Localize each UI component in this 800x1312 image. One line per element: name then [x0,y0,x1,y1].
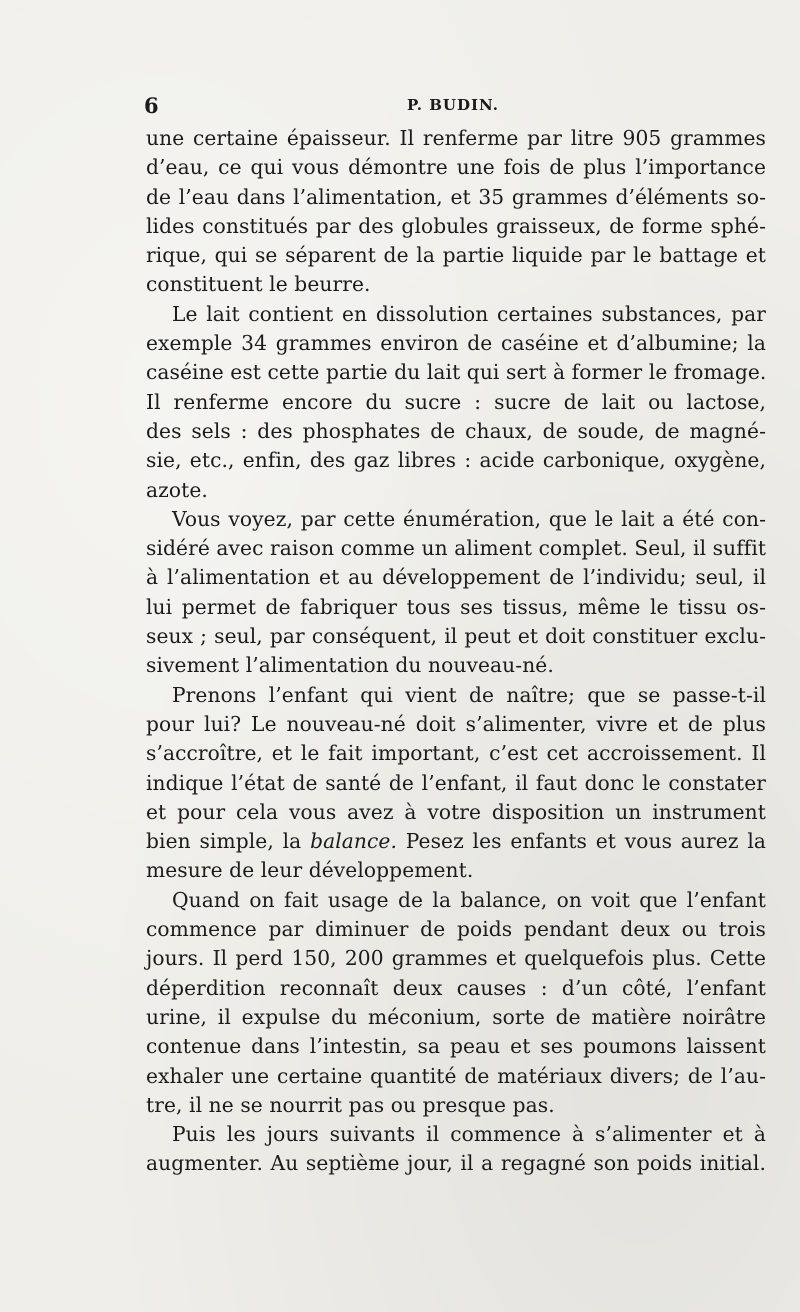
text-line: constituent le beurre. [146,272,371,297]
text-line: mesure de leur développement. [146,858,474,883]
text-line: sivement l’alimentation du nouveau-né. [146,653,554,678]
text-line: lui permet de fabriquer tous ses tissus, même le tissu os- [146,594,766,619]
italic-word-balance: balance. [310,829,397,854]
page-header [144,93,764,123]
text-line: s’accroître, et le fait important, c’est cet accroissement. Il [146,741,766,766]
running-head: P. BUDIN. [407,96,499,114]
text-line: à l’alimentation et au développement de l’individu; seul, il [146,565,766,590]
text-line: Vous voyez, par cette énumération, que le lait a été con- [172,506,766,531]
text-line: de l’eau dans l’alimentation, et 35 grammes d’éléments so- [146,184,766,209]
text-line: sidéré avec raison comme un aliment complet. Seul, il suffit [146,536,767,561]
text-line: seux ; seul, par conséquent, il peut et doit constituer exclu- [146,624,766,649]
text-line: Prenons l’enfant qui vient de naître; que se passe-t-il [172,682,766,707]
text-line: jours. Il perd 150, 200 grammes et quelquefois plus. Cette [146,946,766,971]
text-line: contenue dans l’intestin, sa peau et ses poumons laissent [146,1034,766,1059]
text-line: lides constitués par des globules graisseux, de forme sphé- [146,213,766,238]
text-line: azote. [146,477,208,502]
text-line: pour lui? Le nouveau-né doit s’alimenter, vivre et de plus [146,711,766,736]
text-line: et pour cela vous avez à votre disposition un instrument [146,799,766,824]
text-line: rique, qui se séparent de la partie liquide par le battage et [146,243,766,268]
text-line: exhaler une certaine quantité de matériaux divers; de l’au- [146,1063,766,1088]
text-line: Puis les jours suivants il commence à s’alimenter et à [172,1122,766,1147]
text-line: Le lait contient en dissolution certaines substances, par [172,301,766,326]
text-line: commence par diminuer de poids pendant deux ou trois [146,917,766,942]
text-line: déperdition reconnaît deux causes : d’un côté, l’enfant [146,975,766,1000]
text-line: des sels : des phosphates de chaux, de soude, de magné- [146,418,766,443]
text-line: exemple 34 grammes environ de caséine et d’albumine; la [146,331,766,356]
text-line: sie, etc., enfin, des gaz libres : acide carbonique, oxygène, [146,448,766,473]
text-line: urine, il expulse du méconium, sorte de matière noirâtre [146,1004,766,1029]
page-number: 6 [144,93,160,118]
text-segment: Pesez les enfants et vous aurez la [397,829,767,854]
body-text [146,124,766,1179]
text-line: une certaine épaisseur. Il renferme par litre 905 grammes [146,126,766,150]
text-line: augmenter. Au septième jour, il a regagné son poids initial. [146,1151,766,1176]
text-line: Il renferme encore du sucre : sucre de lait ou lactose, [146,389,766,414]
text-line: caséine est cette partie du lait qui sert à former le fromage. [146,360,767,385]
text-line: Quand on fait usage de la balance, on voit que l’enfant [172,887,766,912]
text-line: d’eau, ce qui vous démontre une fois de plus l’importance [146,155,766,180]
text-line: tre, il ne se nourrit pas ou presque pas. [146,1092,555,1117]
text-segment: bien simple, la [146,829,311,854]
text-line-with-italic [146,827,766,856]
text-line: indique l’état de santé de l’enfant, il faut donc le constater [146,770,766,795]
